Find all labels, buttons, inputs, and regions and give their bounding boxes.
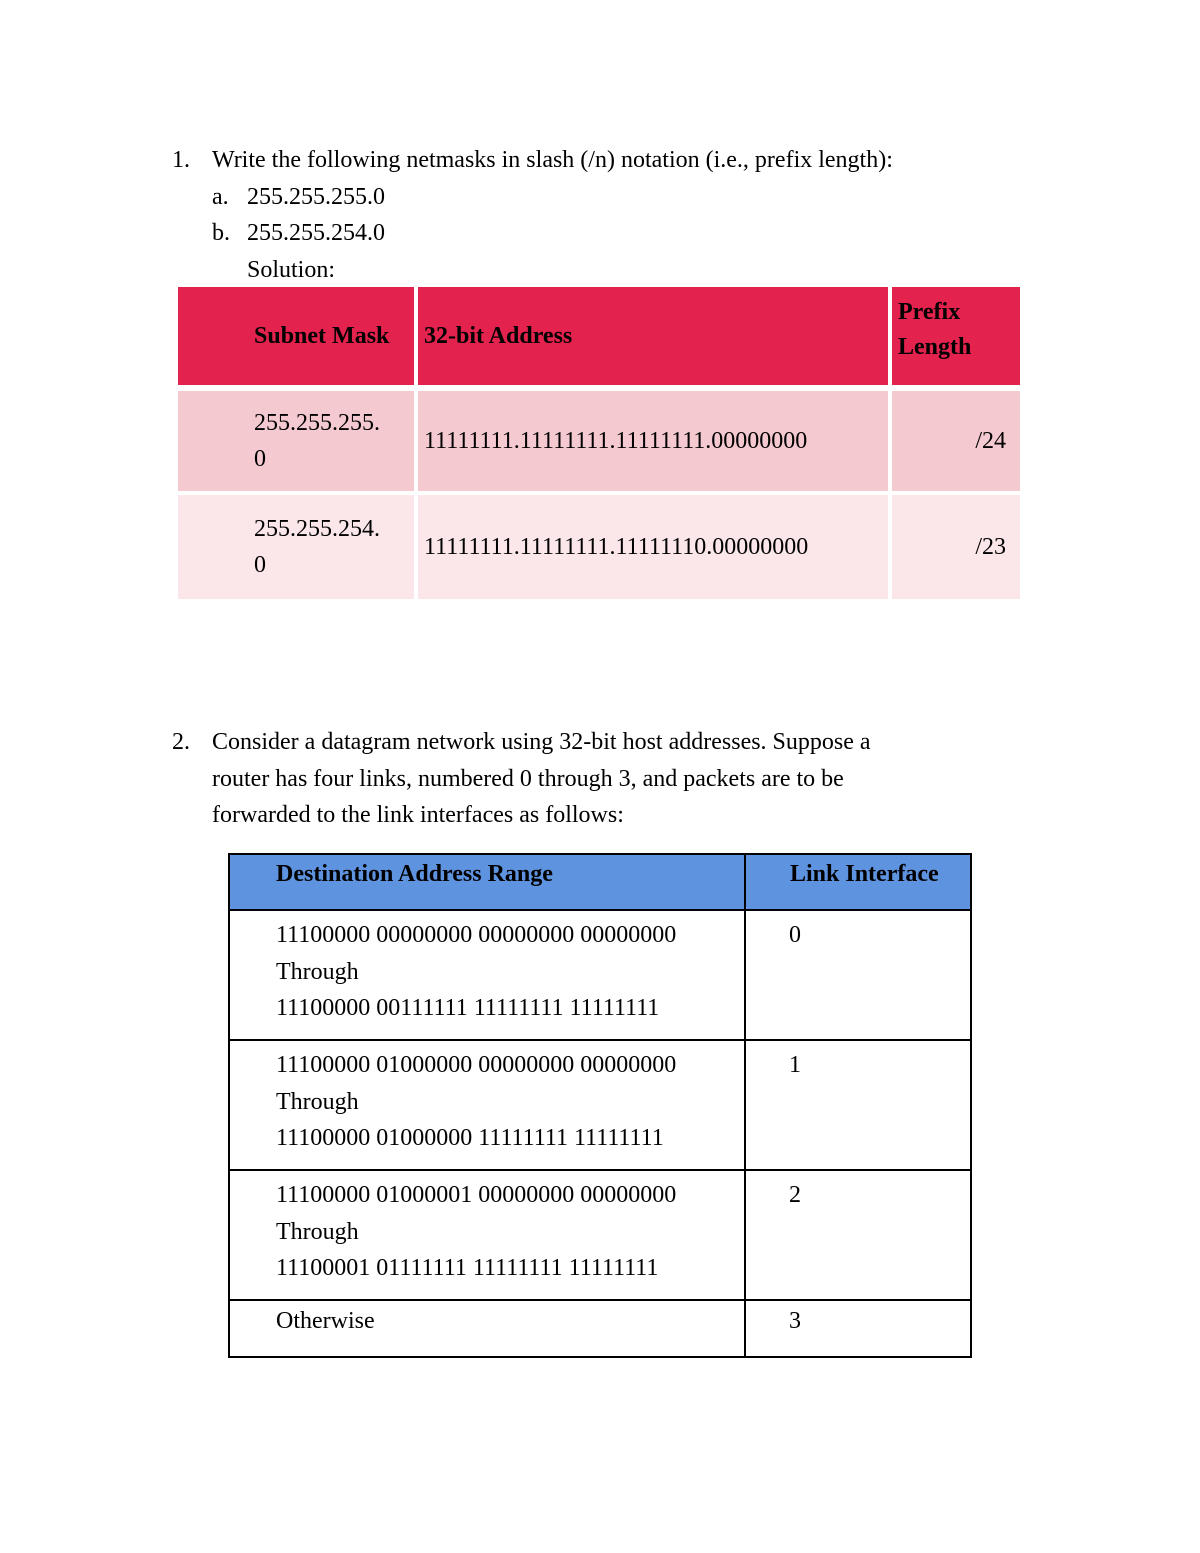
forwarding-table bbox=[228, 853, 972, 1358]
netmask-table-header bbox=[178, 287, 1020, 391]
table-row bbox=[229, 1040, 971, 1170]
header-32bit-address: 32-bit Address bbox=[424, 322, 573, 349]
range-start: 11100000 01000001 00000000 00000000 bbox=[276, 1182, 677, 1208]
header-destination-range: Destination Address Range bbox=[276, 861, 553, 887]
range-through: Through bbox=[276, 1088, 359, 1115]
range-through: Through bbox=[276, 958, 359, 985]
link-interface-value: 1 bbox=[789, 1052, 801, 1078]
question-2-line2: router has four links, numbered 0 through 3, and packets are to be bbox=[212, 765, 844, 792]
item-b-label: b. bbox=[212, 220, 230, 246]
question-2-line1: Consider a datagram network using 32-bit host addresses. Suppose a bbox=[212, 729, 871, 755]
link-interface-value: 2 bbox=[789, 1182, 801, 1208]
link-interface-value: 3 bbox=[789, 1308, 801, 1334]
item-b-value: 255.255.254.0 bbox=[247, 220, 385, 246]
item-a-value: 255.255.255.0 bbox=[247, 183, 385, 210]
header-prefix-line1: Prefix bbox=[898, 299, 961, 325]
table-row bbox=[178, 391, 1020, 495]
range-through: Through bbox=[276, 1218, 359, 1245]
range-end: 11100000 00111111 11111111 11111111 bbox=[276, 995, 660, 1021]
question-2 bbox=[172, 724, 1012, 834]
table-row bbox=[229, 1170, 971, 1300]
question-1-text: Write the following netmasks in slash (/n) notation (i.e., prefix length): bbox=[212, 147, 893, 173]
solution-label: Solution: bbox=[247, 256, 336, 283]
prefix-length: /23 bbox=[975, 533, 1006, 560]
subnet-mask-line2: 0 bbox=[254, 446, 266, 472]
link-interface-value: 0 bbox=[789, 922, 801, 948]
item-a-label: a. bbox=[212, 183, 229, 210]
binary-address: 11111111.11111111.11111110.00000000 bbox=[424, 533, 809, 560]
netmask-table bbox=[178, 287, 1020, 599]
otherwise-label: Otherwise bbox=[276, 1308, 375, 1334]
table-row bbox=[178, 495, 1020, 599]
prefix-length: /24 bbox=[975, 427, 1006, 454]
range-start: 11100000 00000000 00000000 00000000 bbox=[276, 922, 677, 948]
range-start: 11100000 01000000 00000000 00000000 bbox=[276, 1052, 677, 1078]
header-subnet-mask: Subnet Mask bbox=[254, 322, 390, 349]
table-row bbox=[229, 910, 971, 1040]
forwarding-table-header bbox=[229, 854, 971, 910]
subnet-mask-line1: 255.255.255. bbox=[254, 409, 380, 436]
subnet-mask-line2: 0 bbox=[254, 552, 266, 578]
header-prefix-line2: Length bbox=[898, 334, 972, 360]
header-link-interface: Link Interface bbox=[790, 861, 939, 887]
question-1 bbox=[172, 142, 893, 288]
question-1-number: 1. bbox=[172, 147, 190, 173]
table-row bbox=[229, 1300, 971, 1357]
question-2-number: 2. bbox=[172, 729, 190, 755]
binary-address: 11111111.11111111.11111111.00000000 bbox=[424, 427, 808, 454]
subnet-mask-line1: 255.255.254. bbox=[254, 515, 380, 542]
range-end: 11100000 01000000 11111111 11111111 bbox=[276, 1125, 664, 1151]
range-end: 11100001 01111111 11111111 11111111 bbox=[276, 1255, 659, 1281]
question-2-line3: forwarded to the link interfaces as follows: bbox=[212, 802, 624, 828]
